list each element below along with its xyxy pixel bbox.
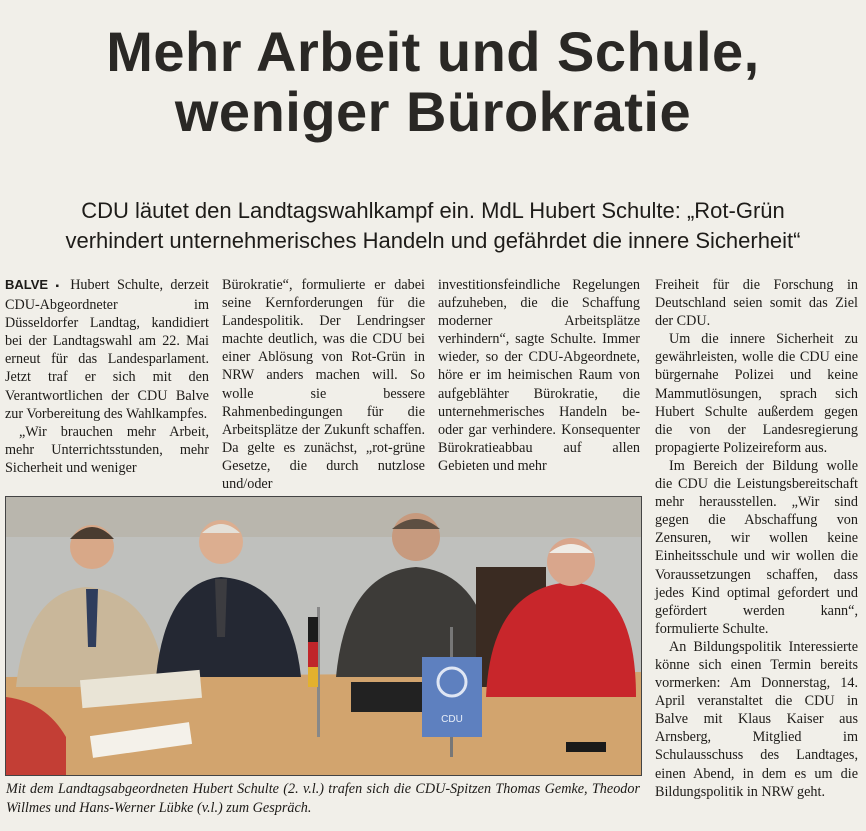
article-column-1	[5, 276, 209, 477]
paragraph: Freiheit für die Forschung in Deutschland seien somit das Ziel der CDU.	[655, 277, 858, 330]
flag-label: CDU	[441, 714, 463, 725]
article-column-4	[655, 276, 858, 801]
paragraph: An Bildungspolitik Interessierte könne sich einen Termin bereits vormerken: Am Donnerstag, 14. April veranstaltet die CDU in Balve mit Klaus Kaiser aus Arnsberg, Mitglied im Schulausschuss des Landtages, einen Abend, in dem es um die Bildungspolitik in NRW geht.	[655, 638, 858, 800]
dateline-bullet: ▪	[55, 281, 63, 292]
paragraph: Um die innere Sicherheit zu gewährleisten, wolle die CDU eine bürgernahe Polizei und keine Mammutlösungen, sprach sich Hubert Schulte außerdem gegen die von der Landesregierung propagierte Polizeireform aus.	[655, 331, 858, 456]
subheadline-line-1: CDU läutet den Landtagswahlkampf ein. MdL Hubert Schulte: „Rot-Grün	[81, 198, 785, 223]
subheadline-line-2: verhindert unternehmerisches Handeln und gefährdet die innere Sicherheit“	[65, 228, 801, 253]
paragraph: investitionsfeindliche Regelungen aufzuheben, die die Schaffung moderner Arbeitsplätze verhindern“, sagte Schulte. Immer wieder, so der CDU-Abgeordnete, höre er im heimischen Raum von aufgeblähter Bürokratie, die unternehmerisches Handeln be- oder gar verhindere. Konsequenter Bürokratieabbau auf allen Gebieten und mehr	[438, 277, 640, 474]
headline-line-2: weniger Bürokratie	[174, 80, 692, 143]
meeting-photo-illustration	[6, 497, 641, 775]
phone	[566, 742, 606, 752]
paragraph: „Wir brauchen mehr Arbeit, mehr Unterrichtsstunden, mehr Sicherheit und weniger	[5, 423, 209, 476]
photo-caption: Mit dem Landtagsabgeordneten Hubert Schulte (2. v.l.) trafen sich die CDU-Spitzen Thomas Gemke, Theodor Willmes und Hans-Werner Lübke (v.l.) zum Gespräch.	[6, 781, 640, 816]
paragraph	[5, 276, 209, 423]
paragraph: Bürokratie“, formulierte er dabei seine Kernforderungen für die Landespolitik. Der Lendringser machte deutlich, was die CDU bei einer Ablösung von Rot-Grün in NRW anders machen will. So wolle sie bessere Rahmenbedingungen für die Arbeitsplätze der Zukunft schaffen. Da gelte es zunächst, „rot-grüne Gesetze, die durch nutzlose und/oder	[222, 277, 425, 493]
headline	[0, 22, 866, 142]
paragraph: Im Bereich der Bildung wolle die CDU die Leistungsbereitschaft mehr herausstellen. „Wir sind gegen die Abschaffung von Zensuren, wir wollen keine Einheitsschule und wir wollen die Voraussetzungen schaffen, dass jedes Kind optimal gefordert und gefördert werden kann“, formulierte Schulte.	[655, 457, 858, 637]
article-column-2	[222, 276, 425, 493]
folder	[351, 682, 426, 712]
article-column-3	[438, 276, 640, 475]
subheadline	[0, 196, 866, 256]
paragraph-text: Hubert Schulte, derzeit CDU-Abgeordneter im Düsseldorfer Landtag, kandidiert bei der Landtagswahl am 22. Mai erneut für das Landesparlament. Jetzt traf er sich mit den Verantwortlichen der CDU Balve zur Vorbereitung des Wahlkampfes.	[5, 277, 209, 422]
dateline: BALVE	[5, 277, 49, 292]
meeting-photo	[5, 496, 642, 776]
headline-line-1: Mehr Arbeit und Schule,	[106, 20, 760, 83]
